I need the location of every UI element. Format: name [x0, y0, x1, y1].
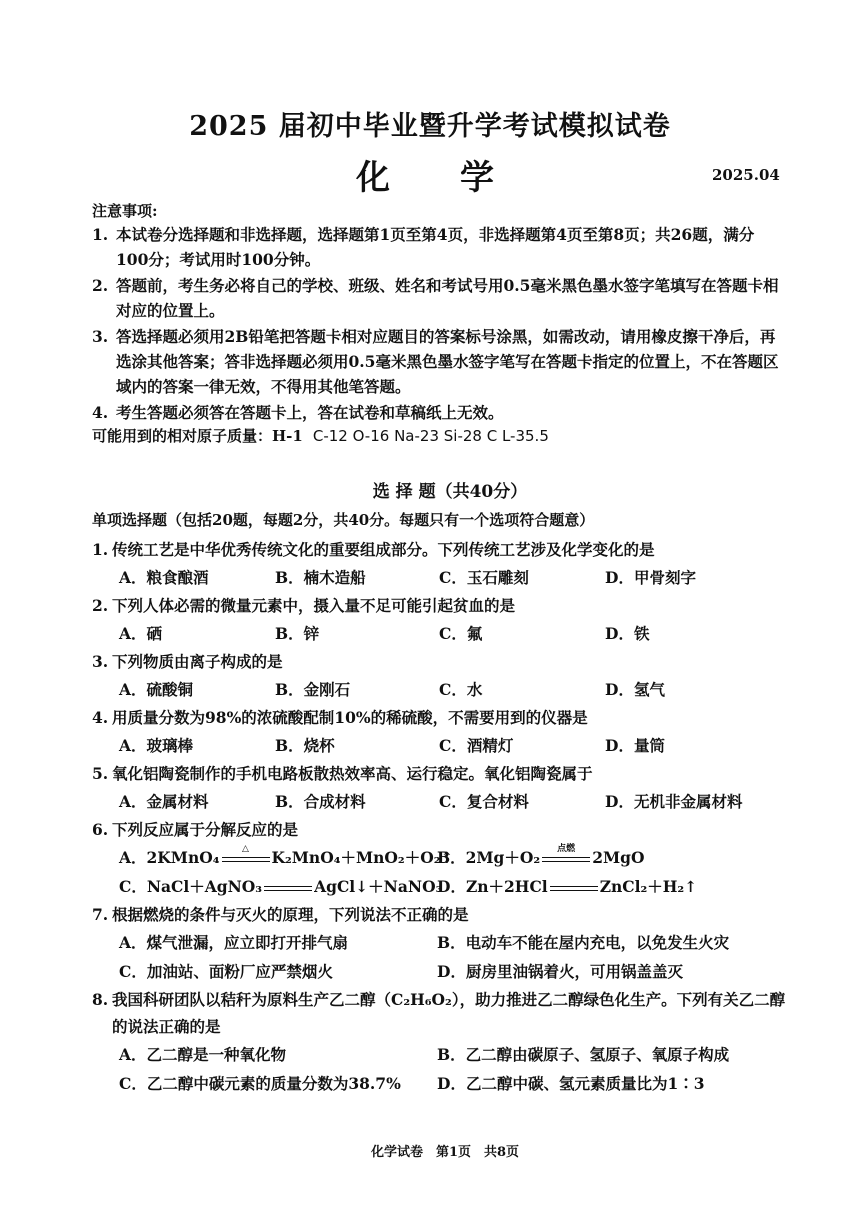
- option-d: D．无机非金属材料: [605, 792, 743, 811]
- notice-text: 答选择题必须用2B铅笔把答题卡相对应题目的答案标号涂黑，如需改动，请用橡皮擦干净后，再选涂其他答案；答非选择题必须用0.5毫米黑色墨水签字笔写在答题卡指定的位置上，不在答题区域内的答案一律无效，不得用其他笔答题。: [116, 327, 779, 396]
- question-4: [92, 704, 792, 760]
- page-footer: 化学试卷 第1页 共8页: [370, 1145, 520, 1160]
- equation-products: 2MgO: [592, 848, 645, 867]
- exam-title: 2025 届初中毕业暨升学考试模拟试卷: [189, 111, 671, 142]
- option-d: D．甲骨刻字: [605, 568, 696, 587]
- question-6: [92, 816, 792, 901]
- question-number: 3.: [92, 652, 109, 671]
- option-c: C．氟: [439, 624, 483, 643]
- option-d: D．铁: [605, 624, 650, 643]
- option-c: [119, 875, 442, 897]
- notice-number: 2.: [92, 276, 109, 295]
- question-stem: 我国科研团队以秸秆为原料生产乙二醇（C₂H₆O₂），助力推进乙二醇绿色化生产。下列有关乙二醇的说法正确的是: [112, 990, 786, 1036]
- option-b: B．合成材料: [275, 792, 366, 811]
- notice-number: 1.: [92, 225, 109, 244]
- section-instruction: 单项选择题（包括20题，每题2分，共40分。每题只有一个选项符合题意）: [92, 511, 595, 529]
- option-b: B．电动车不能在屋内充电，以免发生火灾: [437, 933, 730, 952]
- option-d: D．量筒: [605, 736, 665, 755]
- question-stem: 根据燃烧的条件与灭火的原理，下列说法不正确的是: [112, 905, 469, 924]
- option-a: A．硫酸铜: [119, 680, 194, 699]
- question-list: [92, 536, 792, 1098]
- notice-number: 4.: [92, 403, 109, 422]
- atomic-masses-values: C-12 O-16 Na-23 Si-28 C L-35.5: [312, 427, 549, 445]
- equals-sign: [222, 844, 270, 864]
- option-b: B．楠木造船: [275, 568, 366, 587]
- question-8: [92, 986, 792, 1098]
- exam-date: 2025.04: [712, 166, 780, 184]
- equation-products: ZnCl₂＋H₂↑: [599, 877, 698, 896]
- reaction-condition: 点燃: [557, 844, 576, 854]
- option-a: A．粮食酿酒: [119, 568, 209, 587]
- question-stem: 下列反应属于分解反应的是: [112, 820, 299, 839]
- option-a: A．煤气泄漏，应立即打开排气扇: [119, 933, 349, 952]
- equation-products: AgCl↓＋NaNO₃: [314, 877, 443, 896]
- option-a: A．乙二醇是一种氧化物: [119, 1045, 287, 1064]
- option-b: B．锌: [275, 624, 320, 643]
- option-a: A．硒: [119, 624, 163, 643]
- option-a: A．玻璃棒: [119, 736, 194, 755]
- notice-item: [92, 324, 782, 399]
- equation-reactants: C．NaCl＋AgNO₃: [119, 877, 263, 896]
- equals-sign: [542, 844, 590, 864]
- option-c: C．水: [439, 680, 483, 699]
- notice-text: 考生答题必须答在答题卡上，答在试卷和草稿纸上无效。: [116, 403, 504, 422]
- question-stem: 用质量分数为98%的浓硫酸配制10%的稀硫酸，不需要用到的仪器是: [112, 708, 588, 727]
- equation-reactants: B．2Mg＋O₂: [437, 848, 541, 867]
- question-number: 7.: [92, 905, 109, 924]
- notice-number: 3.: [92, 327, 109, 346]
- question-number: 8.: [92, 990, 109, 1009]
- question-5: [92, 760, 792, 816]
- option-a: A．金属材料: [119, 792, 209, 811]
- option-b: B．烧杯: [275, 736, 335, 755]
- equals-sign: [550, 883, 598, 893]
- question-7: [92, 901, 792, 986]
- notice-item: [92, 400, 782, 425]
- equals-sign: [264, 883, 312, 893]
- equation-reactants: D．Zn＋2HCl: [437, 877, 548, 896]
- option-b: [437, 846, 644, 868]
- equation-reactants: A．2KMnO₄: [119, 848, 220, 867]
- option-b: B．金刚石: [275, 680, 351, 699]
- question-stem: 下列人体必需的微量元素中，摄入量不足可能引起贫血的是: [112, 596, 516, 615]
- option-d: D．厨房里油锅着火，可用锅盖盖灭: [437, 962, 683, 981]
- atomic-masses: [92, 425, 549, 446]
- notice-list: [92, 222, 782, 426]
- option-d: [437, 875, 697, 897]
- notice-heading: 注意事项:: [92, 202, 158, 220]
- question-number: 1.: [92, 540, 109, 559]
- question-stem: 氧化铝陶瓷制作的手机电路板散热效率高、运行稳定。氧化铝陶瓷属于: [112, 764, 593, 783]
- option-c: C．玉石雕刻: [439, 568, 529, 587]
- question-number: 4.: [92, 708, 109, 727]
- option-c: C．酒精灯: [439, 736, 514, 755]
- notice-item: [92, 222, 782, 272]
- atomic-masses-label: 可能用到的相对原子质量：H-1: [92, 427, 303, 445]
- reaction-condition: △: [242, 844, 249, 854]
- question-number: 2.: [92, 596, 109, 615]
- question-2: [92, 592, 792, 648]
- option-a: [119, 846, 454, 868]
- question-1: [92, 536, 792, 592]
- notice-text: 答题前，考生务必将自己的学校、班级、姓名和考试号用0.5毫米黑色墨水签字笔填写在答题卡相对应的位置上。: [116, 276, 779, 320]
- option-c: C．复合材料: [439, 792, 529, 811]
- section-title: 选 择 题（共40分）: [372, 482, 528, 502]
- question-stem: 下列物质由离子构成的是: [112, 652, 283, 671]
- option-d: D．乙二醇中碳、氢元素质量比为1∶3: [437, 1074, 705, 1093]
- subject-title: 化学: [356, 158, 564, 198]
- option-d: D．氢气: [605, 680, 665, 699]
- option-b: B．乙二醇由碳原子、氢原子、氧原子构成: [437, 1045, 730, 1064]
- question-stem: 传统工艺是中华优秀传统文化的重要组成部分。下列传统工艺涉及化学变化的是: [112, 540, 655, 559]
- notice-text: 本试卷分选择题和非选择题，选择题第1页至第4页，非选择题第4页至第8页；共26题，满分100分；考试用时100分钟。: [116, 225, 755, 269]
- option-c: C．加油站、面粉厂应严禁烟火: [119, 962, 333, 981]
- notice-item: [92, 273, 782, 323]
- question-3: [92, 648, 792, 704]
- question-number: 5.: [92, 764, 109, 783]
- option-c: C．乙二醇中碳元素的质量分数为38.7%: [119, 1074, 401, 1093]
- question-number: 6.: [92, 820, 109, 839]
- equation-products: K₂MnO₄＋MnO₂＋O₂↑: [271, 848, 454, 867]
